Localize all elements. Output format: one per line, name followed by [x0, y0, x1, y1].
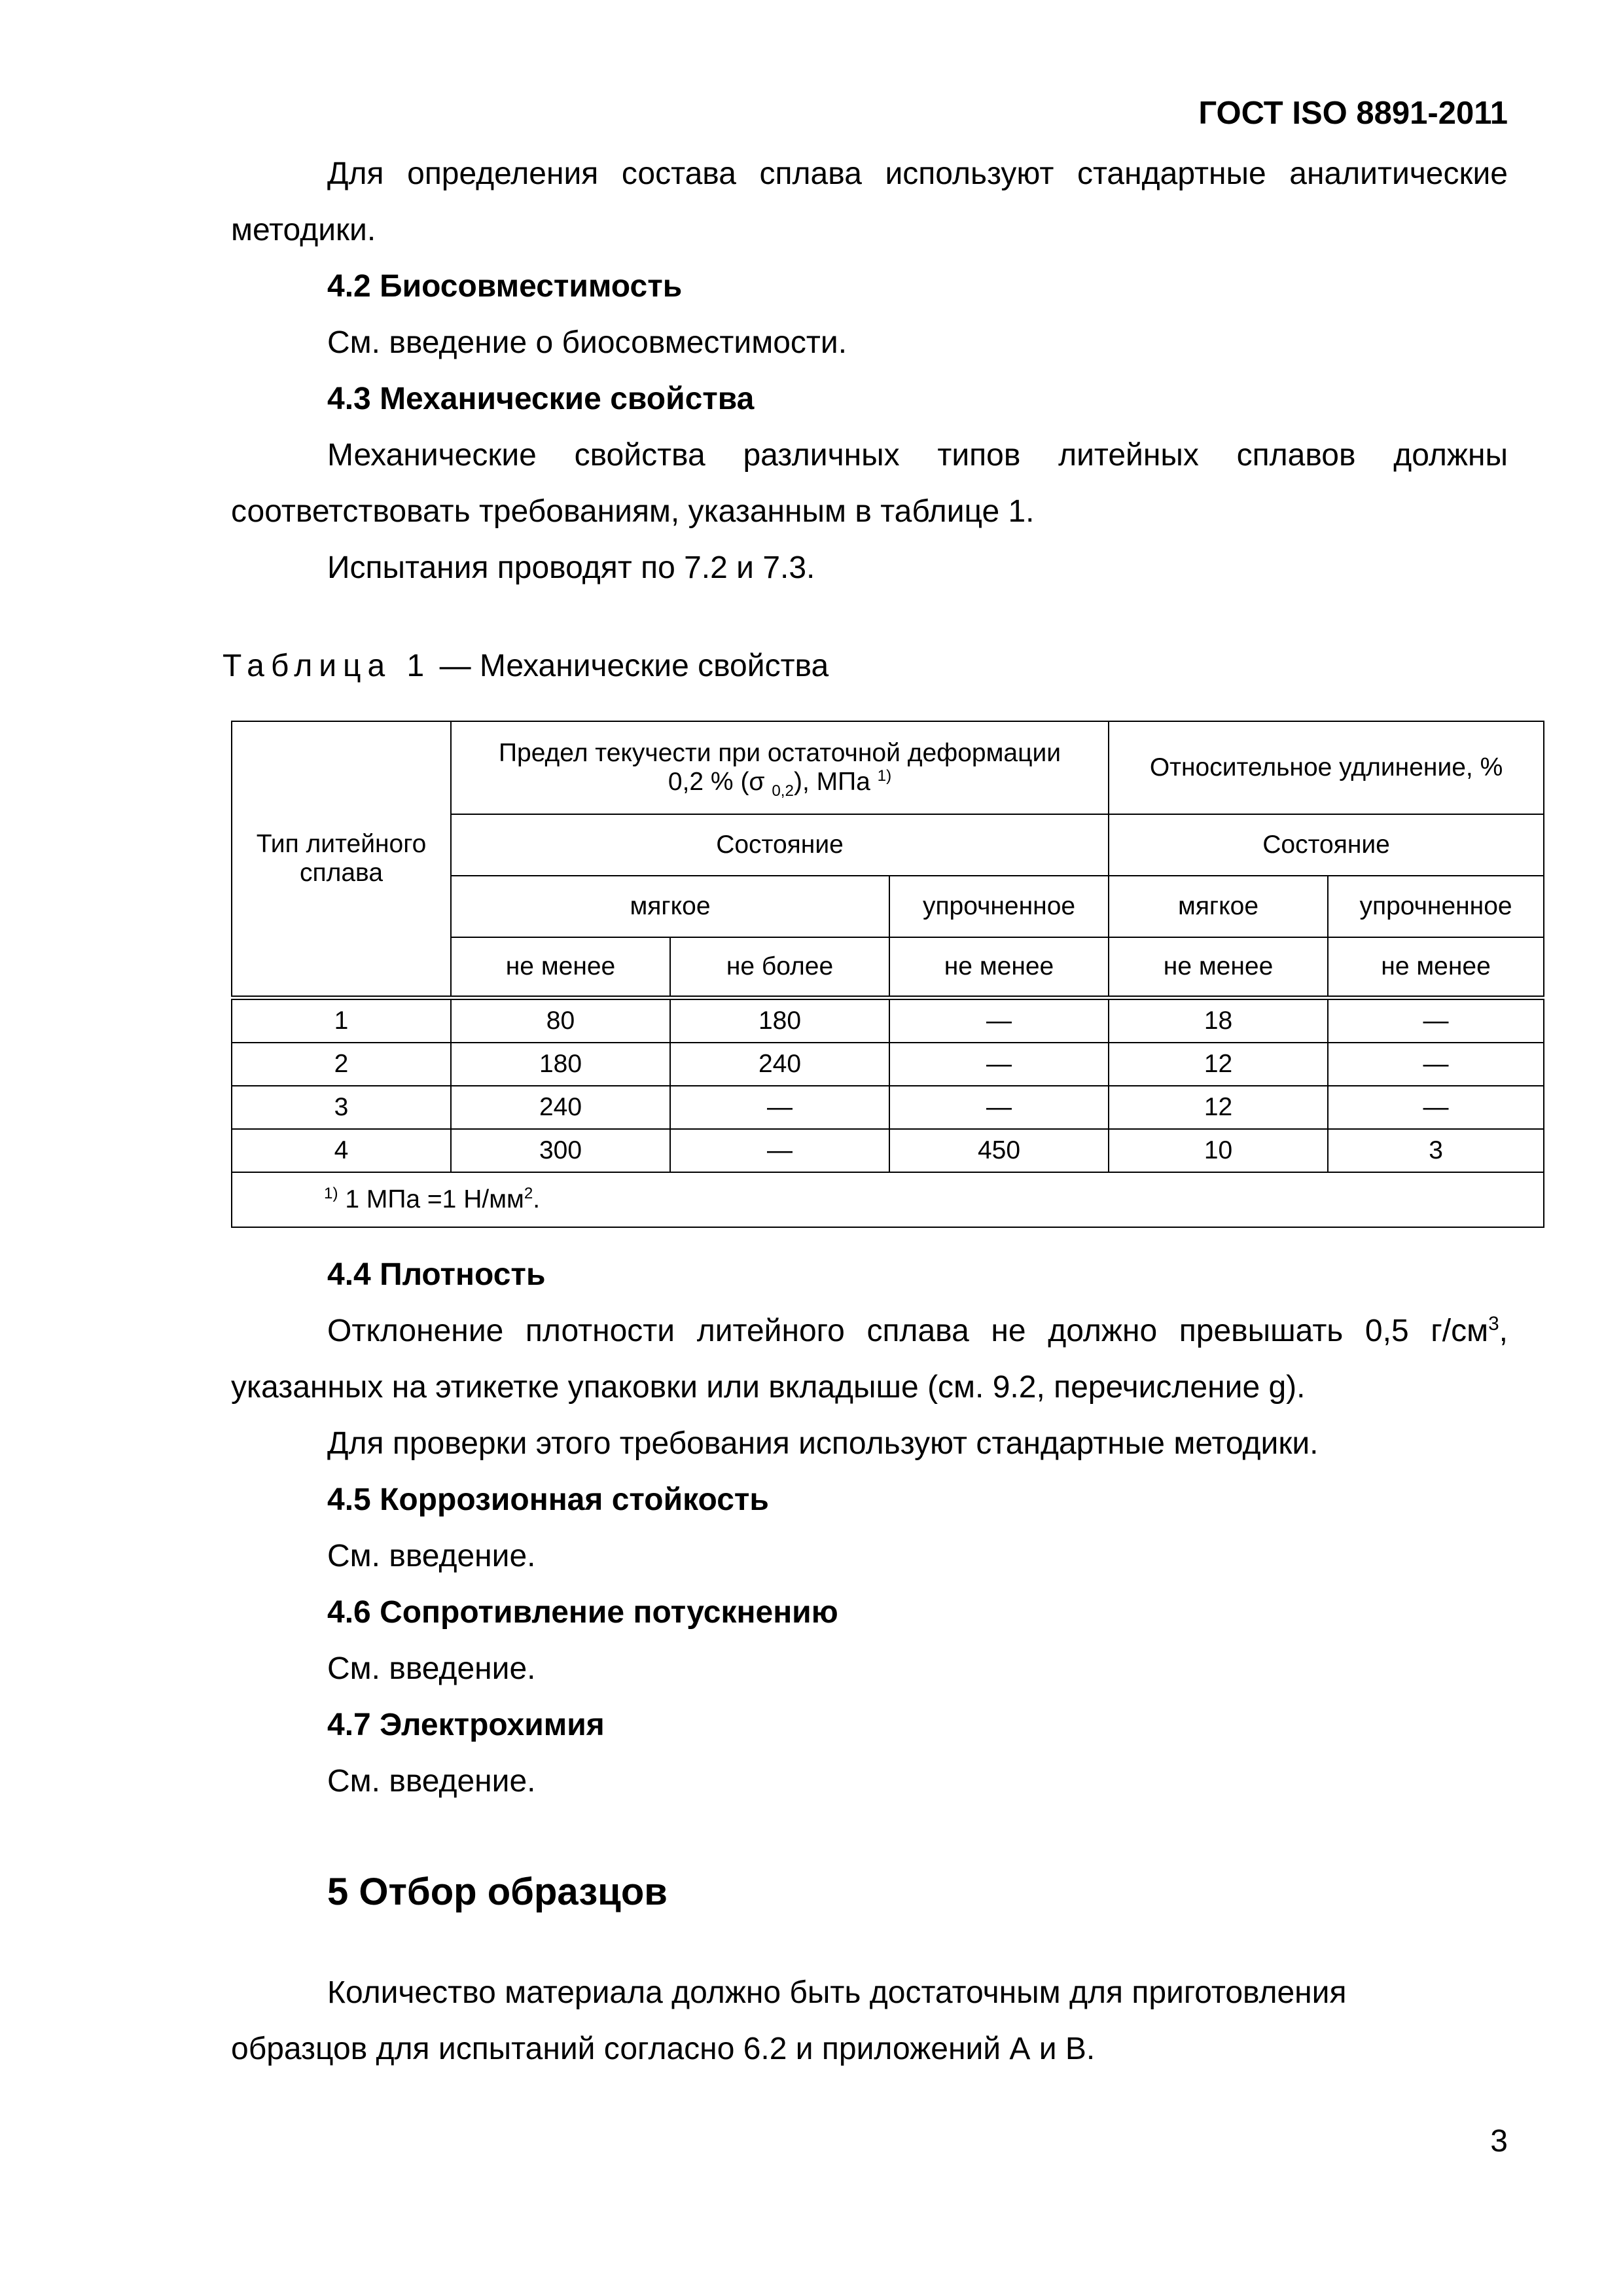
header-not-less: не менее [451, 937, 670, 998]
table-caption [223, 638, 829, 694]
header-not-less: не менее [1109, 937, 1328, 998]
standard-code: ГОСТ ISO 8891-2011 [1198, 96, 1508, 131]
section-5-line-1: Количество материала должно быть достаточным для приготовления [327, 1975, 1347, 2010]
page-number: 3 [1490, 2124, 1508, 2159]
section-4-2-text: См. введение о биосовместимости. [327, 325, 847, 360]
cell: — [1328, 1043, 1544, 1086]
header-elongation: Относительное удлинение, % [1109, 721, 1544, 814]
section-4-7-title: 4.7 Электрохимия [327, 1708, 605, 1742]
section-4-4-line-2: указанных на этикетке упаковки или вкладыше (см. 9.2, перечисление g). [231, 1370, 1306, 1405]
cell: 240 [670, 1043, 889, 1086]
cell: 18 [1109, 998, 1328, 1043]
table-caption-label: Таблица 1 [223, 649, 431, 683]
intro-line-2: методики. [231, 213, 376, 247]
cell: 2 [232, 1043, 451, 1086]
section-4-2-title: 4.2 Биосовместимость [327, 269, 683, 304]
section-5-line-2: образцов для испытаний согласно 6.2 и приложений А и В. [231, 2032, 1096, 2066]
cell: — [670, 1086, 889, 1129]
cell: 12 [1109, 1086, 1328, 1129]
section-4-7-text: См. введение. [327, 1764, 536, 1799]
table-caption-text: — Механические свойства [431, 649, 829, 683]
cell: — [1328, 1086, 1544, 1129]
intro-line-1: Для определения состава сплава используют стандартные аналитические [327, 156, 1508, 191]
header-alloy-type: Тип литейного сплава [232, 721, 451, 998]
section-4-5-text: См. введение. [327, 1539, 536, 1573]
cell: — [1328, 998, 1544, 1043]
section-4-3-line-2: соответствовать требованиям, указанным в таблице 1. [231, 494, 1035, 529]
header-state-yield: Состояние [451, 814, 1109, 876]
header-soft-elongation: мягкое [1109, 876, 1328, 937]
cell: 4 [232, 1129, 451, 1172]
section-4-4-line-1: Отклонение плотности литейного сплава не должно превышать 0,5 $г/см^3$, [327, 1313, 1508, 1348]
section-4-6-title: 4.6 Сопротивление потускнению [327, 1595, 838, 1630]
table-footnote: $^{1)}$ 1 МПа =1 $Н/мм^2$. [232, 1172, 1544, 1227]
cell: 3 [232, 1086, 451, 1129]
cell: 3 [1328, 1129, 1544, 1172]
header-not-more: не более [670, 937, 889, 998]
section-5-title: 5 Отбор образцов [327, 1871, 668, 1913]
header-state-elongation: Состояние [1109, 814, 1544, 876]
cell: — [889, 998, 1109, 1043]
header-yield-strength: Предел текучести при остаточной деформации 0,2 % (σ $_{0,2}$), МПа $^{1)}$ [451, 721, 1109, 814]
section-4-4-line-3: Для проверки этого требования используют стандартные методики. [327, 1426, 1319, 1461]
header-not-less: не менее [1328, 937, 1544, 998]
section-4-6-text: См. введение. [327, 1651, 536, 1686]
header-hardened-yield: упрочненное [889, 876, 1109, 937]
table-row [232, 1043, 1544, 1086]
cell: 240 [451, 1086, 670, 1129]
section-4-4-title: 4.4 Плотность [327, 1257, 546, 1292]
cell: 80 [451, 998, 670, 1043]
table-row [232, 1129, 1544, 1172]
cell: — [889, 1086, 1109, 1129]
cell: 300 [451, 1129, 670, 1172]
table-row [232, 1086, 1544, 1129]
section-4-5-title: 4.5 Коррозионная стойкость [327, 1482, 769, 1517]
header-hardened-elongation: упрочненное [1328, 876, 1544, 937]
table-row [232, 998, 1544, 1043]
section-4-3-line-1: Механические свойства различных типов литейных сплавов должны [327, 438, 1508, 473]
cell: 180 [451, 1043, 670, 1086]
cell: — [670, 1129, 889, 1172]
header-soft-yield: мягкое [451, 876, 889, 937]
cell: 1 [232, 998, 451, 1043]
mechanical-properties-table [231, 721, 1544, 1228]
section-4-3-title: 4.3 Механические свойства [327, 382, 755, 416]
cell: 180 [670, 998, 889, 1043]
section-4-3-line-3: Испытания проводят по 7.2 и 7.3. [327, 550, 815, 585]
cell: 12 [1109, 1043, 1328, 1086]
cell: 10 [1109, 1129, 1328, 1172]
header-not-less: не менее [889, 937, 1109, 998]
cell: 450 [889, 1129, 1109, 1172]
cell: — [889, 1043, 1109, 1086]
